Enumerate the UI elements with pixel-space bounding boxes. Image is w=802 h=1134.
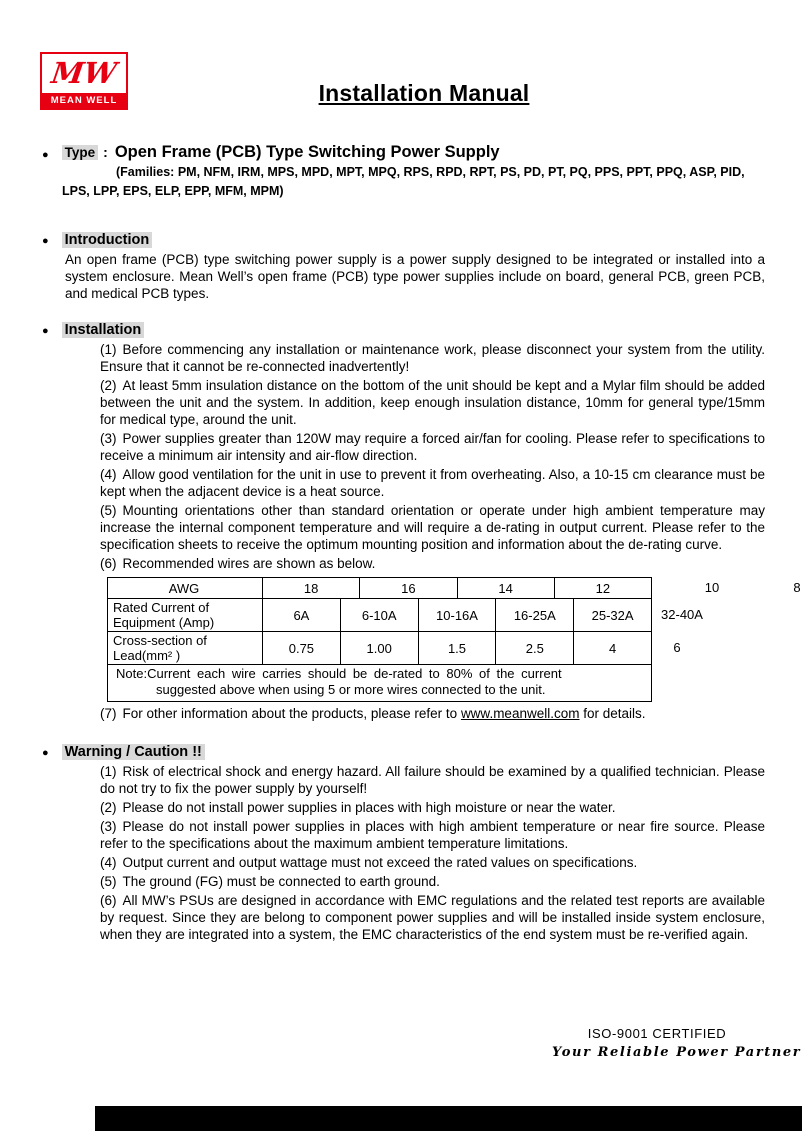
item-text: Please do not install power supplies in places with high moisture or near the water. — [122, 800, 616, 815]
awg-cell-outside: 8 — [793, 580, 801, 595]
item-number: (6) — [100, 556, 117, 571]
item-number: (3) — [100, 431, 117, 446]
current-cell-outside: 32-40A — [661, 607, 703, 622]
item-number: (1) — [100, 764, 117, 779]
product-type-title: Open Frame (PCB) Type Switching Power Supply — [114, 143, 500, 161]
bullet-icon: ● — [42, 746, 49, 759]
type-colon: : — [103, 144, 108, 160]
bullet-icon: ● — [42, 324, 49, 337]
warning-item-3 — [100, 818, 765, 852]
introduction-paragraph: An open frame (PCB) type switching power supply is a power supply designed to be integrated or installed into a system enclosure. Mean Well’s open frame (PCB) type power supplies include on board, general PCB, green PCB, and medical PCB types. — [65, 252, 765, 301]
installation-list — [100, 341, 765, 572]
warning-list — [100, 763, 765, 943]
table-row-rated-current — [108, 599, 651, 632]
wire-table-border — [107, 577, 652, 702]
row-header-rated-current: Rated Current of Equipment (Amp) — [108, 599, 263, 631]
cross-section-cell: 4 — [608, 640, 617, 656]
table-note-line-2: suggested above when using 5 or more wires connected to the unit. — [156, 682, 546, 697]
section-heading-warning: Warning / Caution !! — [62, 744, 205, 760]
meanwell-brand-label: MEAN WELL — [42, 93, 126, 108]
cross-section-cell: 1.5 — [419, 632, 497, 664]
section-heading-installation: Installation — [62, 322, 145, 338]
iso-certified-label: ISO-9001 CERTIFIED — [587, 1026, 727, 1041]
introduction-heading-row — [42, 232, 802, 248]
installation-item-4 — [100, 466, 765, 500]
current-cell: 10-16A — [419, 599, 497, 631]
table-row-cross-section — [108, 632, 651, 665]
item-text: Output current and output wattage must not exceed the rated values on specifications. — [122, 855, 638, 870]
awg-cell: 16 — [360, 578, 457, 598]
item-number: (6) — [100, 893, 117, 908]
installation-item-7 — [100, 705, 765, 722]
bullet-icon: ● — [42, 234, 49, 247]
item-text: At least 5mm insulation distance on the bottom of the unit should be kept and a Mylar film should be added between the unit and the system. In addition, keep enough insulation distance, 10mm for general type/15mm for medical type, around the unit. — [100, 378, 765, 427]
item-text: The ground (FG) must be connected to earth ground. — [122, 874, 440, 889]
type-heading: Type — [62, 145, 99, 160]
item-number: (3) — [100, 819, 117, 834]
meanwell-website-link[interactable]: www.meanwell.com — [460, 706, 580, 721]
installation-item-5 — [100, 502, 765, 553]
cross-section-cell: 1.00 — [341, 632, 419, 664]
item-text: Mounting orientations other than standard orientation or operate under high ambient temperature may increase the internal component temperature and will require a de-rating in output current. Please refer to the specification sheets to receive the optimum mounting position and information about the de-rating curve. — [100, 503, 765, 552]
cross-section-cell-outside: 6 — [673, 640, 681, 655]
current-cell: 6A — [263, 599, 341, 631]
cross-section-cell: 0.75 — [263, 632, 341, 664]
item-text: Risk of electrical shock and energy hazard. All failure should be examined by a qualified technician. Please do not try to fix the power supply by yourself! — [100, 764, 765, 796]
item-text: Recommended wires are shown as below. — [122, 556, 376, 571]
item-number: (4) — [100, 855, 117, 870]
item-text: for details. — [579, 706, 646, 721]
awg-cell: 12 — [595, 580, 611, 596]
wire-table — [107, 577, 802, 702]
awg-cell: 14 — [458, 578, 555, 598]
item-number: (5) — [100, 503, 117, 518]
installation-item-7-wrap — [100, 705, 765, 722]
section-heading-introduction: Introduction — [62, 232, 153, 248]
bullet-icon: ● — [42, 149, 49, 161]
installation-item-2 — [100, 377, 765, 428]
current-cell: 16-25A — [496, 599, 574, 631]
warning-item-5 — [100, 873, 765, 890]
table-note — [108, 665, 651, 701]
item-number: (2) — [100, 378, 117, 393]
meanwell-monogram-icon: MW — [49, 56, 119, 90]
item-number: (2) — [100, 800, 117, 815]
current-cell: 25-32A — [591, 607, 634, 623]
row-header-cross-section: Cross-section of Lead(mm² ) — [108, 632, 263, 664]
item-text: For other information about the products, please refer to — [122, 706, 461, 721]
item-text: Power supplies greater than 120W may require a forced air/fan for cooling. Please refer to specifications to receive a minimum air intensity and air-flow direction. — [100, 431, 765, 463]
item-text: Please do not install power supplies in places with high ambient temperature or near fire source. Please refer to the specifications about the maximum ambient temperature limitations. — [100, 819, 765, 851]
type-section-row — [42, 143, 802, 162]
table-row-awg — [108, 578, 651, 599]
item-text: Allow good ventilation for the unit in use to prevent it from overheating. Also, a 10-15 cm clearance must be kept when the adjacent device is a heat source. — [100, 467, 765, 499]
item-text: All MW’s PSUs are designed in accordance with EMC regulations and the related test reports are available by request. Since they are belong to component power supplies and will be installed inside system enclosure, when they are integrated into a system, the EMC characteristics of the end system must be re-verified again. — [100, 893, 765, 942]
installation-item-1 — [100, 341, 765, 375]
warning-item-6 — [100, 892, 765, 943]
awg-cell: 18 — [263, 578, 360, 598]
item-text: Before commencing any installation or maintenance work, please disconnect your system from the utility. Ensure that it cannot be re-connected inadvertently! — [100, 342, 765, 374]
warning-item-4 — [100, 854, 765, 871]
awg-cell-outside: 10 — [704, 580, 720, 595]
meanwell-logo — [40, 52, 128, 110]
families-line-1: (Families: PM, NFM, IRM, MPS, MPD, MPT, MPQ, RPS, RPD, RPT, PS, PD, PT, PQ, PPS, PPT, PPQ, ASP, PID, — [116, 165, 745, 179]
page-title: Installation Manual — [318, 80, 530, 106]
item-number: (1) — [100, 342, 117, 357]
warning-item-2 — [100, 799, 765, 816]
warning-item-1 — [100, 763, 765, 797]
item-number: (4) — [100, 467, 117, 482]
row-header-awg: AWG — [108, 578, 263, 598]
table-note-line-1: Note:Current each wire carries should be de-rated to 80% of the current — [116, 666, 562, 681]
brand-slogan: Your Reliable Power Partner — [552, 1045, 802, 1060]
warning-heading-row — [42, 744, 802, 760]
current-cell: 6-10A — [341, 599, 419, 631]
installation-item-6 — [100, 555, 765, 572]
item-number: (5) — [100, 874, 117, 889]
installation-item-3 — [100, 430, 765, 464]
families-line-2: LPS, LPP, EPS, ELP, EPP, MFM, MPM) — [62, 184, 284, 198]
installation-heading-row — [42, 322, 802, 338]
item-number: (7) — [100, 706, 117, 721]
footer-bar — [95, 1106, 802, 1131]
certification-block — [552, 1026, 802, 1060]
cross-section-cell: 2.5 — [496, 632, 574, 664]
